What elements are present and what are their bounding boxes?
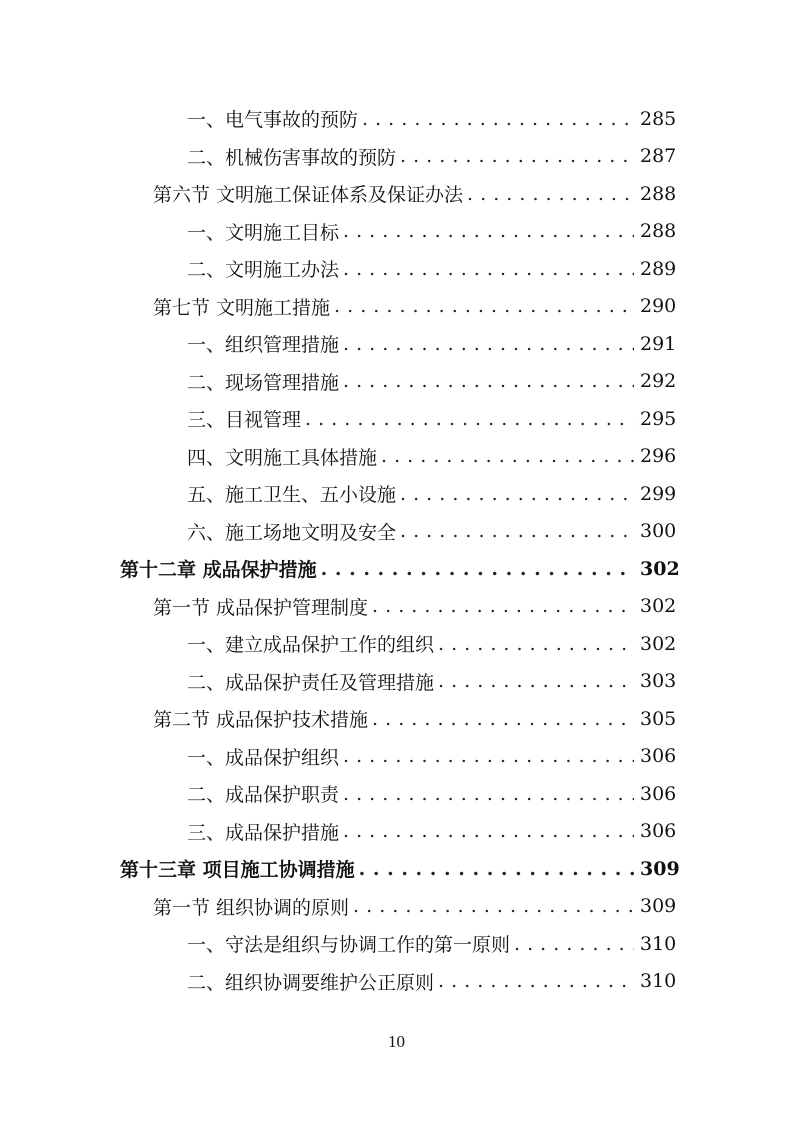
toc-entry[interactable] — [0, 813, 793, 851]
dot-leader — [400, 520, 634, 542]
toc-entry-label: 二、成品保护责任及管理措施 — [187, 668, 438, 695]
toc-entry-page: 302 — [640, 557, 680, 580]
dot-leader — [343, 745, 634, 767]
toc-entry[interactable] — [0, 138, 793, 176]
dot-leader — [467, 183, 634, 205]
toc-entry[interactable] — [0, 963, 793, 1001]
page-number: 10 — [388, 1032, 405, 1051]
toc-entry-label: 第十二章 成品保护措施 — [120, 555, 321, 582]
toc-entry-label: 二、现场管理措施 — [187, 368, 343, 395]
dot-leader — [343, 783, 634, 805]
toc-entry-label: 第十三章 项目施工协调措施 — [120, 855, 359, 882]
dot-leader — [305, 408, 634, 430]
toc-entry-page: 310 — [640, 970, 677, 993]
toc-entry-label: 二、组织协调要维护公正原则 — [187, 968, 438, 995]
toc-entry[interactable] — [0, 925, 793, 963]
toc-entry-label: 第二节 成品保护技术措施 — [153, 705, 372, 732]
toc-entry[interactable] — [0, 775, 793, 813]
toc-entry-label: 五、施工卫生、五小设施 — [187, 480, 400, 507]
dot-leader — [514, 933, 634, 955]
dot-leader — [321, 558, 634, 580]
toc-entry-label: 第一节 组织协调的原则 — [153, 893, 353, 920]
toc-entry-label: 一、守法是组织与协调工作的第一原则 — [187, 930, 514, 957]
toc-entry-page: 302 — [640, 595, 677, 618]
toc-entry-label: 第一节 成品保护管理制度 — [153, 593, 372, 620]
dot-leader — [343, 258, 634, 280]
toc-entry[interactable] — [0, 363, 793, 401]
toc-entry-page: 288 — [640, 220, 677, 243]
toc-entry-page: 310 — [640, 932, 677, 955]
dot-leader — [334, 295, 634, 317]
toc-entry-label: 一、文明施工目标 — [187, 218, 343, 245]
toc-entry[interactable] — [0, 175, 793, 213]
toc-entry[interactable] — [0, 513, 793, 551]
dot-leader — [372, 708, 634, 730]
toc-entry[interactable] — [0, 288, 793, 326]
dot-leader — [438, 970, 634, 992]
dot-leader — [400, 483, 634, 505]
toc-entry-page: 309 — [640, 895, 677, 918]
toc-entry[interactable] — [0, 250, 793, 288]
toc-entry-label: 第六节 文明施工保证体系及保证办法 — [153, 180, 467, 207]
toc-chapter-entry[interactable] — [0, 550, 793, 588]
toc-entry-page: 299 — [640, 482, 677, 505]
dot-leader — [343, 370, 634, 392]
toc-entry-page: 305 — [640, 707, 677, 730]
toc-entry-page: 306 — [640, 745, 677, 768]
dot-leader — [353, 895, 634, 917]
toc-entry[interactable] — [0, 700, 793, 738]
toc-entry-page: 300 — [640, 520, 677, 543]
dot-leader — [438, 633, 634, 655]
toc-entry-label: 第七节 文明施工措施 — [153, 293, 334, 320]
toc-entry[interactable] — [0, 400, 793, 438]
toc-entry[interactable] — [0, 663, 793, 701]
dot-leader — [372, 595, 634, 617]
toc-entry[interactable] — [0, 100, 793, 138]
toc-entry[interactable] — [0, 588, 793, 626]
toc-entry-page: 291 — [640, 332, 677, 355]
toc-entry-page: 302 — [640, 632, 677, 655]
toc-entry[interactable] — [0, 888, 793, 926]
toc-entry-page: 292 — [640, 370, 677, 393]
toc-entry-page: 290 — [640, 295, 677, 318]
toc-entry-label: 四、文明施工具体措施 — [187, 443, 381, 470]
toc-entry-label: 一、电气事故的预防 — [187, 105, 362, 132]
toc-entry-page: 306 — [640, 820, 677, 843]
table-of-contents — [0, 100, 793, 1000]
toc-entry-page: 287 — [640, 145, 677, 168]
toc-entry-label: 一、建立成品保护工作的组织 — [187, 630, 438, 657]
toc-entry-page: 306 — [640, 782, 677, 805]
toc-entry[interactable] — [0, 475, 793, 513]
dot-leader — [362, 108, 634, 130]
toc-entry-label: 二、成品保护职责 — [187, 780, 343, 807]
dot-leader — [359, 858, 634, 880]
toc-entry[interactable] — [0, 738, 793, 776]
toc-entry-page: 296 — [640, 445, 677, 468]
toc-entry-page: 295 — [640, 407, 677, 430]
dot-leader — [400, 145, 634, 167]
dot-leader — [343, 333, 634, 355]
toc-entry-label: 六、施工场地文明及安全 — [187, 518, 400, 545]
toc-entry-label: 三、目视管理 — [187, 405, 305, 432]
toc-entry-page: 289 — [640, 257, 677, 280]
toc-entry[interactable] — [0, 625, 793, 663]
toc-entry-label: 三、成品保护措施 — [187, 818, 343, 845]
toc-entry[interactable] — [0, 325, 793, 363]
dot-leader — [381, 445, 634, 467]
toc-entry[interactable] — [0, 213, 793, 251]
dot-leader — [438, 670, 634, 692]
toc-entry[interactable] — [0, 438, 793, 476]
dot-leader — [343, 220, 634, 242]
toc-entry-page: 288 — [640, 182, 677, 205]
toc-chapter-entry[interactable] — [0, 850, 793, 888]
toc-entry-page: 303 — [640, 670, 677, 693]
toc-entry-label: 一、成品保护组织 — [187, 743, 343, 770]
toc-entry-label: 二、文明施工办法 — [187, 255, 343, 282]
dot-leader — [343, 820, 634, 842]
toc-entry-page: 309 — [640, 857, 680, 880]
toc-entry-label: 二、机械伤害事故的预防 — [187, 143, 400, 170]
toc-entry-label: 一、组织管理措施 — [187, 330, 343, 357]
toc-entry-page: 285 — [640, 107, 677, 130]
